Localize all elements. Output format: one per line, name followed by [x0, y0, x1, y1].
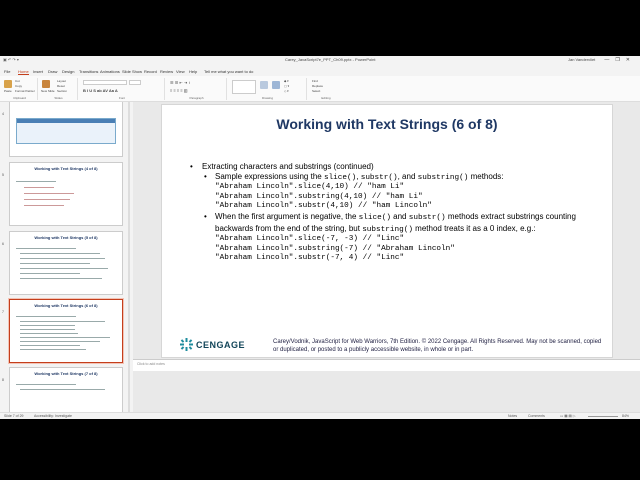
thumbnail-table: [16, 118, 116, 144]
slide-body[interactable]: [190, 162, 600, 264]
title-bar: [0, 56, 640, 64]
font-size-dropdown[interactable]: [129, 80, 141, 85]
maximize-icon[interactable]: ❐: [615, 57, 626, 63]
thumbnail-text-line: [20, 325, 75, 326]
thumbnail-text-line: [24, 205, 64, 206]
new-slide-button[interactable]: New Slide: [41, 89, 55, 93]
code-term: slice(): [358, 213, 391, 222]
user-name[interactable]: Jan Vandervliet: [568, 57, 596, 62]
thumbnail-title: Working with Text Strings (4 of 8): [34, 166, 98, 171]
group-label: Slides: [54, 96, 63, 100]
thumbnail-text-line: [20, 337, 110, 338]
window-controls[interactable]: [604, 57, 636, 63]
font-style-buttons[interactable]: B I U S ab AV Aa A: [83, 88, 118, 93]
quick-styles-icon[interactable]: [272, 81, 280, 89]
minimize-icon[interactable]: —: [604, 57, 616, 63]
code-line: "Abraham Lincoln".substring(4,10) // "ham Li": [215, 192, 423, 201]
tab-review[interactable]: Review: [160, 69, 174, 74]
zoom-slider[interactable]: [588, 416, 618, 417]
tab-draw[interactable]: Draw: [48, 69, 58, 74]
shape-effects-button[interactable]: ◇ ▾: [284, 89, 289, 93]
powerpoint-window: [0, 56, 640, 419]
code-term: substr(): [408, 213, 446, 222]
shapes-gallery[interactable]: [232, 80, 256, 94]
tab-animations[interactable]: Animations: [100, 69, 120, 74]
group-slides: [40, 78, 78, 100]
paste-icon[interactable]: [4, 80, 12, 88]
new-slide-icon[interactable]: [42, 80, 50, 88]
tab-home[interactable]: Home: [18, 69, 29, 74]
cengage-logo-icon: [180, 338, 193, 351]
slide-title[interactable]: Working with Text Strings (6 of 8): [276, 116, 498, 132]
slide-thumbnail[interactable]: [9, 102, 123, 157]
thumbnail-number: 5: [2, 173, 4, 177]
thumbnail-title: Working with Text Strings (5 of 8): [34, 235, 98, 240]
format-painter-button[interactable]: Format Painter: [15, 89, 35, 93]
tab-help[interactable]: Help: [189, 69, 198, 74]
slide-thumbnail[interactable]: [9, 367, 123, 412]
thumbnail-text-line: [20, 321, 105, 322]
bullet-text: and: [390, 211, 409, 221]
replace-button[interactable]: Replace: [312, 84, 324, 88]
thumbnail-number: 7: [2, 310, 4, 314]
tab-transitions[interactable]: Transitions: [79, 69, 99, 74]
group-drawing: [229, 78, 307, 100]
group-label: Editing: [321, 96, 331, 100]
ribbon: [0, 76, 640, 102]
arrange-icon[interactable]: [260, 81, 268, 89]
thumbnail-text-line: [24, 193, 74, 194]
code-term: slice(): [323, 173, 357, 182]
view-buttons[interactable]: ▭ ▦ ▤ ▷: [560, 414, 576, 418]
thumbnail-title: Working with Text Strings (6 of 8): [34, 303, 98, 308]
layout-button[interactable]: Layout: [57, 79, 67, 83]
code-term: substring(): [417, 173, 469, 182]
tab-record[interactable]: Record: [144, 69, 157, 74]
code-term: substring(): [362, 225, 413, 234]
thumbnail-text-line: [20, 345, 80, 346]
tab-file[interactable]: File: [4, 69, 11, 74]
status-bar: [0, 412, 640, 419]
thumbnail-text-line: [20, 349, 86, 350]
thumbnail-text-line: [24, 199, 70, 200]
thumbnail-text-line: [20, 268, 108, 269]
notes-toggle-button[interactable]: Notes: [508, 414, 518, 418]
notes-pane[interactable]: [133, 359, 640, 371]
thumbnail-title: Working with Text Strings (7 of 8): [34, 371, 98, 376]
slide-counter: Slide 7 of 29: [4, 414, 24, 418]
thumbnail-text-line: [20, 273, 80, 274]
thumbnail-text-line: [20, 253, 100, 254]
shape-outline-button[interactable]: ▢ ▾: [284, 84, 290, 88]
group-clipboard: [2, 78, 38, 100]
paste-button[interactable]: Paste: [4, 89, 12, 93]
slide-thumbnails-pane: [0, 102, 130, 412]
bullet-text: Sample expressions using the: [215, 171, 324, 181]
group-paragraph: [167, 78, 227, 100]
tab-design[interactable]: Design: [62, 69, 75, 74]
slide-thumbnail[interactable]: [9, 231, 123, 295]
group-editing: [309, 78, 343, 100]
tab-view[interactable]: View: [176, 69, 185, 74]
thumbnail-number: 6: [2, 242, 4, 246]
close-icon[interactable]: ✕: [625, 57, 636, 63]
group-label: Font: [118, 96, 125, 100]
tab-slide-show[interactable]: Slide Show: [122, 69, 143, 74]
align-buttons[interactable]: ≡ ≡ ≡ ≡ ▥: [170, 88, 188, 93]
copy-button[interactable]: Copy: [15, 84, 23, 88]
find-button[interactable]: Find: [312, 79, 318, 83]
document-title: Carey_JavaScript7e_PPT_Ch09.pptx - PowerPoint: [285, 57, 376, 62]
zoom-level[interactable]: 84%: [622, 414, 630, 418]
section-button[interactable]: Section: [57, 89, 68, 93]
font-name-dropdown[interactable]: [83, 80, 127, 85]
bullet-text: , and: [397, 171, 418, 181]
thumbnail-text-line: [20, 258, 105, 259]
shape-fill-button[interactable]: ◆ ▾: [284, 79, 289, 83]
bullet-text: methods extract substrings counting backwards from the end of the string, but: [215, 211, 576, 233]
ribbon-tabs: [0, 69, 640, 76]
slide-thumbnail-selected[interactable]: [9, 299, 123, 363]
reset-button[interactable]: Reset: [57, 84, 65, 88]
group-label: Paragraph: [189, 96, 204, 100]
tab-insert[interactable]: Insert: [33, 69, 44, 74]
slide-thumbnail[interactable]: [9, 162, 123, 226]
thumbnail-text-line: [20, 263, 90, 264]
group-label: Drawing: [261, 96, 273, 100]
thumbnail-text-line: [16, 248, 76, 249]
thumbnail-text-line: [16, 316, 76, 317]
thumbnail-text-line: [20, 278, 102, 279]
thumbnail-text-line: [24, 187, 54, 188]
thumbnail-text-line: [20, 389, 105, 390]
code-line: "Abraham Lincoln".substring(-7) // "Abraham Lincoln": [215, 244, 455, 253]
thumbnail-text-line: [20, 341, 100, 342]
slide-editor: [133, 102, 640, 414]
tell-me-search[interactable]: Tell me what you want to do: [204, 69, 254, 74]
thumbnail-text-line: [20, 333, 78, 334]
bullet-text: methods:: [468, 171, 504, 181]
comments-toggle-button[interactable]: Comments: [528, 414, 545, 418]
slide-canvas[interactable]: [161, 104, 613, 358]
bullet-level2: [190, 212, 600, 235]
notes-placeholder: Click to add notes: [137, 362, 165, 366]
bullet-text: method treats it as a 0 index, e.g.:: [412, 223, 536, 233]
code-line: "Abraham Lincoln".substr(-7, 4) // "Linc": [215, 254, 405, 263]
quick-access-toolbar[interactable]: ▣ ↶ ↷ ▾: [3, 57, 19, 62]
select-button[interactable]: Select: [312, 89, 321, 93]
paragraph-buttons[interactable]: ☰ ☰ ⇤ ⇥ ↕: [170, 80, 191, 85]
bullet-text: When the first argument is negative, the: [215, 211, 359, 221]
code-term: substr(): [360, 173, 398, 182]
thumbnail-text-line: [20, 329, 75, 330]
copyright-notice: Carey/Vodnik, JavaScript for Web Warriors, 7th Edition. © 2022 Cengage. All Rights Reserved. May not be scanned, copied or duplicated, or posted to a publicly accessible website, in whole or in part.: [273, 339, 602, 353]
thumbnail-number: 8: [2, 378, 4, 382]
cengage-logo-text: CENGAGE: [196, 340, 246, 350]
group-label: Clipboard: [13, 96, 26, 100]
thumbnail-text-line: [16, 384, 76, 385]
thumbnail-number: 4: [2, 112, 4, 116]
code-line: "Abraham Lincoln".slice(-7, -3) // "Linc": [215, 235, 405, 244]
bullet-level1: • Extracting characters and substrings (continued): [190, 162, 600, 172]
thumbnail-text-line: [16, 181, 56, 182]
cut-button[interactable]: Cut: [15, 79, 20, 83]
code-line: "Abraham Lincoln".substr(4,10) // "ham Lincoln": [215, 202, 432, 211]
bullet-text: ,: [356, 171, 361, 181]
code-line: "Abraham Lincoln".slice(4,10) // "ham Li": [215, 183, 405, 192]
bullet-level2: [190, 172, 600, 184]
accessibility-status[interactable]: Accessibility: Investigate: [34, 414, 72, 418]
thumbnails-scrollbar[interactable]: [128, 102, 130, 412]
group-font: [80, 78, 165, 100]
